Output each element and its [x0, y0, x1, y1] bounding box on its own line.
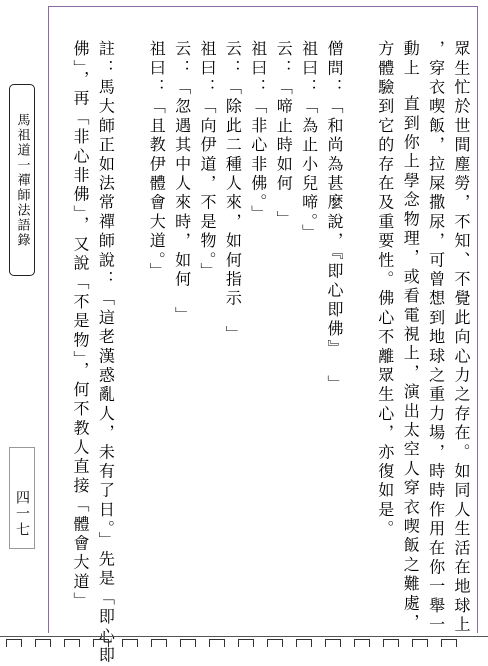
text-column: 佛」，再「非心非佛」，又說「不是物」，何不教人直接「體會大道」: [71, 40, 90, 612]
text-column: 云：「除此二種人來，如何指示 」: [223, 40, 243, 345]
book-title-tab: [9, 84, 35, 276]
text-column: 方體驗到它的存在及重要性。佛心不離眾生心，亦復如是。: [375, 40, 395, 540]
text-column: ，穿衣喫飯，拉屎撒尿，可曾想到地球之重力場，時時作用在你一舉一: [426, 40, 446, 636]
page-number: 四一七: [14, 490, 30, 538]
text-column: [120, 40, 142, 632]
footer-strip: [0, 636, 488, 647]
vertical-text-body: [58, 40, 472, 666]
text-column: [348, 40, 370, 632]
text-column: 祖曰：「非心非佛。」: [248, 40, 268, 224]
text-column: 註：馬大師正如法常禪師說：「這老漢惑亂人，未有了日。」先是「即心即: [96, 40, 116, 666]
text-column: 僧問：「和尚為甚麼說，『即心即佛』 」: [325, 40, 344, 395]
text-column: 祖曰：「向伊道，不是物。」: [198, 40, 217, 282]
text-column: 祖曰：「且教伊體會大道。」: [147, 40, 167, 282]
page-number-box: [9, 447, 35, 549]
text-column: 祖曰：「為止小兒啼。」: [299, 40, 319, 244]
text-column: 云：「啼止時如何 」: [274, 40, 294, 230]
book-title: 馬祖道一禪師法語錄: [14, 112, 30, 248]
text-column: 動上 直到你上學念物理，或看電視上，演出太空人穿衣喫飯之難處，: [401, 40, 421, 633]
text-column: 云：「忽遇其中人來時，如何 」: [172, 40, 192, 326]
text-column: 眾生忙於世間塵勞，不知、不覺此向心力之存在。如同人生活在地球上: [452, 40, 471, 636]
